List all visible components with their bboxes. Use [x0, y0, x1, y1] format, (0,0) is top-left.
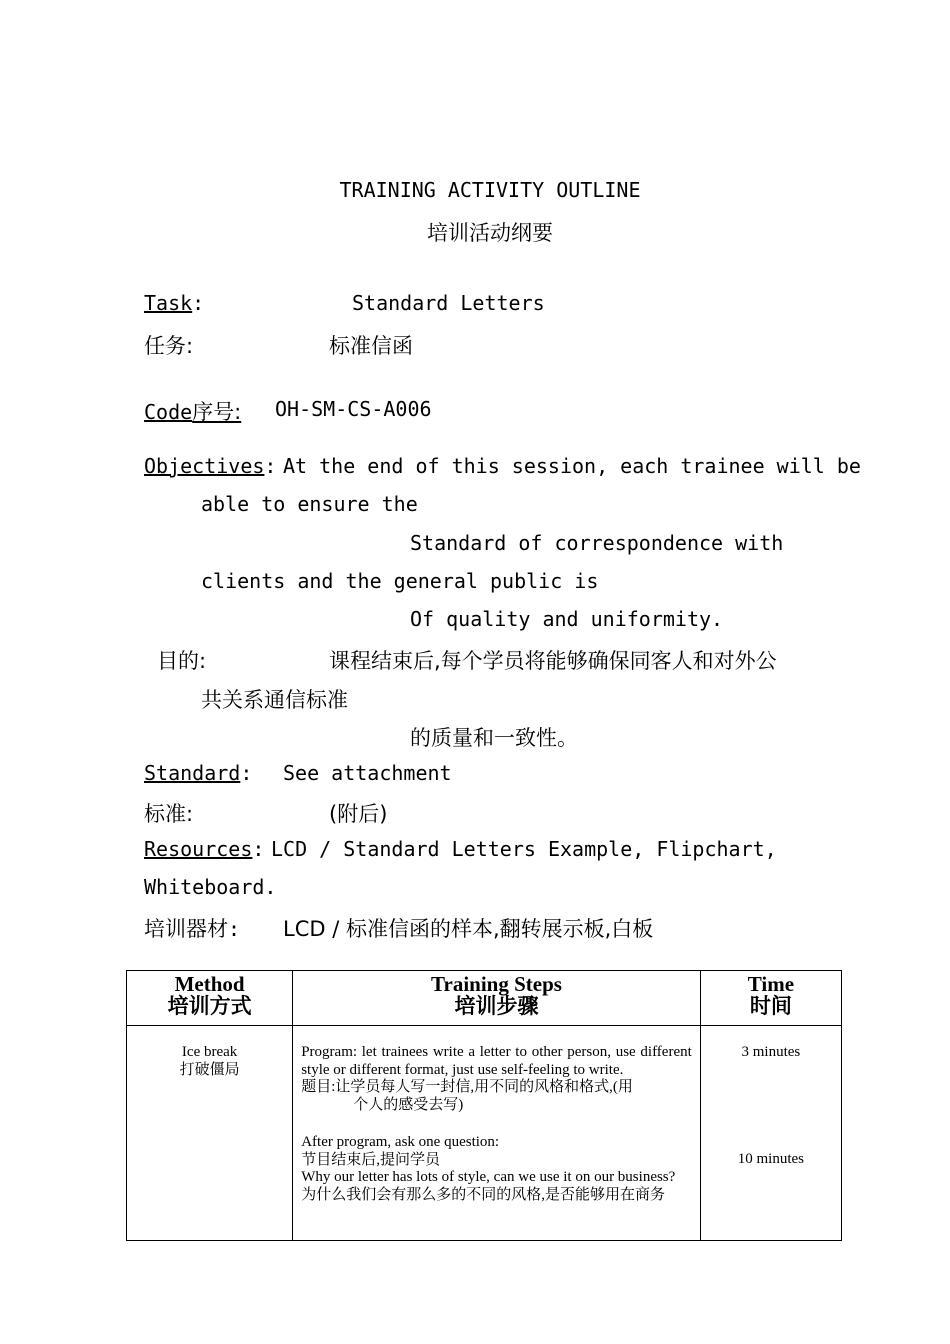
method-en: Ice break [181, 1044, 238, 1060]
objectives-cn-line-3: 的质量和一致性。 [410, 726, 578, 750]
method-cn: 打破僵局 [179, 1061, 240, 1078]
title-english: TRAINING ACTIVITY OUTLINE [339, 178, 641, 202]
header-time-en: Time [747, 972, 795, 996]
table-header-row [127, 971, 842, 1026]
table-row [127, 1026, 842, 1241]
objectives-cn-line-2: 共关系通信标准 [201, 688, 348, 712]
time-1: 3 minutes [741, 1044, 801, 1060]
resources-label: Resources [144, 837, 253, 861]
code-label-cn: 序号: [192, 400, 242, 424]
objectives-label-cn: 目的: [157, 649, 207, 673]
resources-value-line-1: LCD / Standard Letters Example, Flipchart, [271, 837, 777, 861]
step-1-en: Program: let trainees write a letter to other person, use different style or different format, just use self-feeling to write. [301, 1044, 692, 1078]
header-time [700, 971, 841, 1026]
standard-value: See attachment [283, 761, 452, 785]
code-value: OH-SM-CS-A006 [275, 397, 432, 421]
code-row [144, 396, 241, 426]
step-2-cn: 节目结束后,提问学员 [301, 1151, 440, 1168]
step-2-en: After program, ask one question: [301, 1134, 500, 1150]
standard-label-cn: 标准: [144, 802, 194, 826]
resources-value-cn: LCD / 标准信函的样本,翻转展示板,白板 [283, 917, 654, 941]
standard-row [144, 761, 252, 785]
task-colon: : [192, 291, 205, 315]
header-method-cn: 培训方式 [167, 994, 252, 1018]
header-method [127, 971, 293, 1026]
task-value-cn: 标准信函 [329, 334, 413, 358]
time-2: 10 minutes [737, 1150, 805, 1167]
objectives-label: Objectives [144, 454, 265, 478]
header-method-en: Method [174, 972, 245, 996]
resources-label-cn: 培训器材 [144, 917, 228, 941]
resources-colon: : [252, 837, 265, 861]
standard-value-cn: (附后) [329, 802, 388, 826]
task-label: Task [144, 291, 193, 315]
header-steps-en: Training Steps [431, 972, 562, 996]
objectives-line-1: At the end of this session, each trainee will be [283, 454, 861, 478]
objectives-colon: : [264, 454, 277, 478]
objectives-line-4: clients and the general public is [201, 569, 599, 593]
objectives-line-3: Standard of correspondence with [410, 531, 784, 555]
time-cell [700, 1026, 841, 1241]
resources-value-line-2: Whiteboard. [144, 875, 277, 899]
step-1-cn-a: 题目:让学员每人写一封信,用不同的风格和格式,(用 [301, 1079, 633, 1095]
step-3-en: Why our letter has lots of style, can we use it on our business? [301, 1169, 676, 1185]
task-row-en [144, 291, 204, 315]
objectives-line-2: able to ensure the [201, 492, 418, 516]
header-steps-cn: 培训步骤 [454, 994, 539, 1018]
title-chinese: 培训活动纲要 [427, 221, 553, 245]
header-training-steps [293, 971, 701, 1026]
code-label: Code [144, 400, 193, 424]
header-time-cn: 时间 [749, 994, 792, 1018]
method-cell [127, 1026, 293, 1241]
step-1-cn-b: 个人的感受去写) [353, 1096, 464, 1113]
objectives-row [144, 454, 276, 478]
standard-label: Standard [144, 761, 241, 785]
standard-colon: : [240, 761, 253, 785]
resources-row [144, 837, 264, 861]
training-steps-table [126, 970, 842, 1241]
resources-colon-cn: : [228, 917, 241, 941]
task-label-cn: 任务: [144, 334, 194, 358]
objectives-line-5: Of quality and uniformity. [410, 607, 724, 631]
resources-row-cn [144, 913, 240, 943]
step-3-cn: 为什么我们会有那么多的不同的风格,是否能够用在商务 [301, 1186, 665, 1203]
task-value: Standard Letters [352, 291, 545, 315]
steps-cell [293, 1026, 701, 1241]
objectives-cn-line-1: 课程结束后,每个学员将能够确保同客人和对外公 [329, 649, 777, 673]
